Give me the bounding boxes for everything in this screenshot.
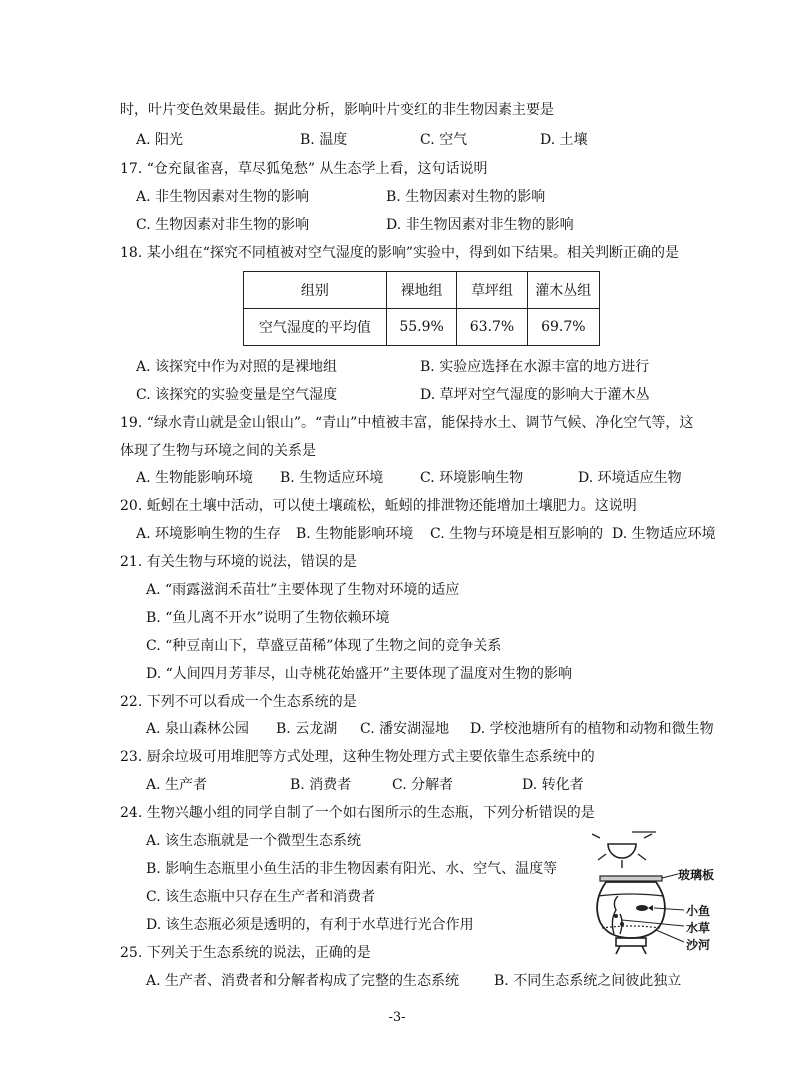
q22-option-b: B. 云龙湖 <box>276 721 338 737</box>
q19-option-b: B. 生物适应环境 <box>280 470 384 486</box>
q19-stem-line2: 体现了生物与环境之间的关系是 <box>120 443 316 459</box>
q19-option-d: D. 环境适应生物 <box>578 470 682 486</box>
q16-option-c: C. 空气 <box>420 132 468 148</box>
q20-option-b: B. 生物能影响环境 <box>296 526 414 542</box>
q17-option-d: D. 非生物因素对非生物的影响 <box>386 217 574 233</box>
sand-layer <box>602 926 660 928</box>
q21-option-a: A. “雨露滋润禾苗壮”主要体现了生物对环境的适应 <box>146 582 460 598</box>
table-header-row <box>244 272 600 309</box>
table-cell: 空气湿度的平均值 <box>244 309 387 346</box>
q24-option-d: D. 该生态瓶必须是透明的，有利于水草进行光合作用 <box>146 917 474 933</box>
q20-option-a: A. 环境影响生物的生存 <box>136 526 282 542</box>
q16-option-a: A. 阳光 <box>136 132 184 148</box>
figure-label-glass: 玻璃板 <box>678 868 715 882</box>
table-header-cell: 草坪组 <box>457 272 527 309</box>
sun-icon <box>608 844 636 858</box>
q17-option-b: B. 生物因素对生物的影响 <box>386 189 546 205</box>
q18-option-b: B. 实验应选择在水源丰富的地方进行 <box>420 359 650 375</box>
page-number: -3- <box>388 1010 406 1025</box>
q18-option-c: C. 该探究的实验变量是空气湿度 <box>136 387 338 403</box>
q20-option-d: D. 生物适应环境 <box>612 526 716 542</box>
bottle-stand <box>616 938 646 946</box>
q16-stem-tail: 时，叶片变色效果最佳。据此分析，影响叶片变红的非生物因素主要是 <box>120 102 554 118</box>
bottle-outline <box>597 882 665 938</box>
q22-option-c: C. 潘安湖湿地 <box>360 721 450 737</box>
q24-option-b: B. 影响生态瓶里小鱼生活的非生物因素有阳光、水、空气、温度等 <box>146 861 558 877</box>
q17-stem: 17. “仓充鼠雀喜，草尽狐兔愁” 从生态学上看，这句话说明 <box>120 161 488 177</box>
q24-option-a: A. 该生态瓶就是一个微型生态系统 <box>146 833 362 849</box>
table-header-cell: 组别 <box>244 272 387 309</box>
q25-option-a: A. 生产者、消费者和分解者构成了完整的生态系统 <box>146 973 460 989</box>
table-header-cell: 灌木丛组 <box>527 272 599 309</box>
eco-bottle-figure <box>586 830 726 960</box>
figure-label-weed: 水草 <box>686 921 711 935</box>
q25-option-b: B. 不同生态系统之间彼此独立 <box>494 973 682 989</box>
q22-stem: 22. 下列不可以看成一个生态系统的是 <box>120 694 357 710</box>
glass-plate <box>600 876 662 881</box>
q19-stem-line1: 19. “绿水青山就是金山银山”。“青山”中植被丰富，能保持水土、调节气候、净化空气等，这 <box>120 415 694 431</box>
fish-icon <box>636 905 648 911</box>
q20-option-c: C. 生物与环境是相互影响的 <box>430 526 604 542</box>
q17-option-c: C. 生物因素对非生物的影响 <box>136 217 310 233</box>
table-cell: 69.7% <box>527 309 599 346</box>
q22-option-a: A. 泉山森林公园 <box>146 721 250 737</box>
table-cell: 55.9% <box>386 309 456 346</box>
table-row <box>244 309 600 346</box>
q16-option-b: B. 温度 <box>300 132 348 148</box>
q22-option-d: D. 学校池塘所有的植物和动物和微生物 <box>470 721 714 737</box>
q17-option-a: A. 非生物因素对生物的影响 <box>136 189 310 205</box>
q23-option-a: A. 生产者 <box>146 777 208 793</box>
q20-stem: 20. 蚯蚓在土壤中活动，可以使土壤疏松，蚯蚓的排泄物还能增加土壤肥力。这说明 <box>120 498 637 514</box>
q23-option-c: C. 分解者 <box>392 777 454 793</box>
q19-option-c: C. 环境影响生物 <box>420 470 524 486</box>
q24-stem: 24. 生物兴趣小组的同学自制了一个如右图所示的生态瓶，下列分析错误的是 <box>120 805 595 821</box>
q23-stem: 23. 厨余垃圾可用堆肥等方式处理，这种生物处理方式主要依靠生态系统中的 <box>120 749 595 765</box>
table-header-cell: 裸地组 <box>386 272 456 309</box>
q24-option-c: C. 该生态瓶中只存在生产者和消费者 <box>146 889 376 905</box>
q21-option-d: D. “人间四月芳菲尽，山寺桃花始盛开”主要体现了温度对生物的影响 <box>146 666 572 682</box>
q18-option-d: D. 草坪对空气湿度的影响大于灌木丛 <box>420 387 650 403</box>
q19-option-a: A. 生物能影响环境 <box>136 470 254 486</box>
q18-option-a: A. 该探究中作为对照的是裸地组 <box>136 359 338 375</box>
q23-option-b: B. 消费者 <box>290 777 352 793</box>
q21-option-b: B. “鱼儿离不开水”说明了生物依赖环境 <box>146 610 390 626</box>
q21-option-c: C. “种豆南山下，草盛豆苗稀”体现了生物之间的竞争关系 <box>146 638 502 654</box>
figure-label-fish: 小鱼 <box>686 904 711 918</box>
figure-label-sand: 沙河 <box>686 938 711 952</box>
q18-stem: 18. 某小组在“探究不同植被对空气湿度的影响”实验中，得到如下结果。相关判断正确的是 <box>120 245 680 261</box>
table-cell: 63.7% <box>457 309 527 346</box>
q25-stem: 25. 下列关于生态系统的说法，正确的是 <box>120 945 371 961</box>
q18-results-table <box>243 271 600 346</box>
q21-stem: 21. 有关生物与环境的说法，错误的是 <box>120 554 357 570</box>
q23-option-d: D. 转化者 <box>522 777 584 793</box>
q16-option-d: D. 土壤 <box>540 132 588 148</box>
